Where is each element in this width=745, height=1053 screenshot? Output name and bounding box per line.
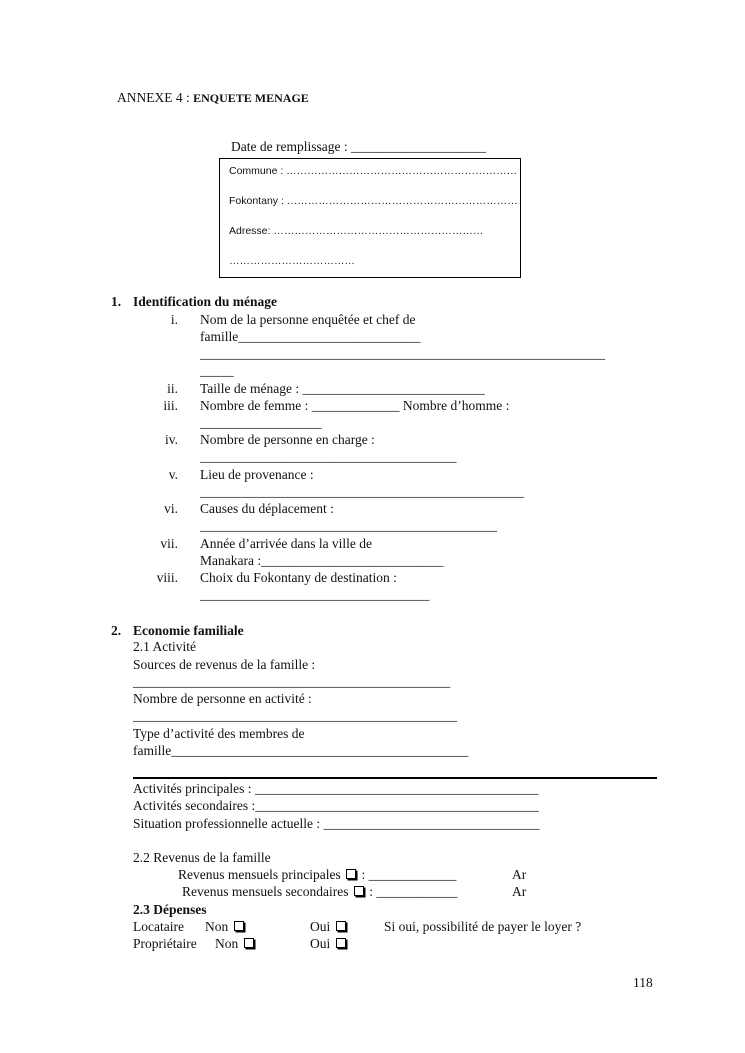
item-i-line2[interactable]: famille___________________________ <box>200 329 421 344</box>
item-ii-line1[interactable]: Taille de ménage : ___________________________ <box>200 381 485 396</box>
revenus-secondaires-label: Revenus mensuels secondaires <box>182 884 349 899</box>
locataire-non-label: Non <box>205 919 229 934</box>
situation-professionnelle-field[interactable]: Situation professionnelle actuelle : ________________________________ <box>133 816 540 831</box>
currency-secondaires: Ar <box>512 884 527 899</box>
item-i-line3[interactable]: ____________________________________________________________ <box>200 346 605 361</box>
item-v-number: v. <box>168 467 178 482</box>
item-viii-line2[interactable]: __________________________________ <box>200 587 430 602</box>
annex-heading <box>117 90 309 106</box>
annex-prefix: ANNEXE 4 : <box>117 90 194 105</box>
type-activite-label: Type d’activité des membres de <box>133 726 305 741</box>
item-vi-line2[interactable]: ____________________________________________ <box>200 518 497 533</box>
revenus-secondaires-checkbox[interactable] <box>354 886 364 896</box>
activite-heading: 2.1 Activité <box>133 639 196 654</box>
item-vi-line1: Causes du déplacement : <box>200 501 334 516</box>
item-v-line1: Lieu de provenance : <box>200 467 314 482</box>
revenus-secondaires-input[interactable]: : ____________ <box>369 884 458 899</box>
proprietaire-non-label: Non <box>215 936 239 951</box>
item-v-line2[interactable]: ________________________________________________ <box>200 484 524 499</box>
item-vi-number: vi. <box>164 501 178 516</box>
section1-title: Identification du ménage <box>133 294 278 309</box>
locataire-oui-option[interactable] <box>310 919 348 935</box>
locataire-non-checkbox[interactable] <box>234 921 244 931</box>
fokontany-field[interactable]: Fokontany : ………………………………………………………… <box>229 195 518 207</box>
proprietaire-oui-checkbox[interactable] <box>336 938 346 948</box>
activites-secondaires-field[interactable]: Activités secondaires :__________________________________________ <box>133 798 539 813</box>
page-number: 118 <box>633 975 653 990</box>
item-i-line1: Nom de la personne enquêtée et chef de <box>200 312 416 327</box>
item-iii-number: iii. <box>163 398 178 413</box>
item-vii-line1: Année d’arrivée dans la ville de <box>200 536 373 551</box>
item-i-number: i. <box>170 312 178 327</box>
item-vii-line2[interactable]: Manakara :___________________________ <box>200 553 444 568</box>
proprietaire-oui-option[interactable] <box>310 936 348 952</box>
locataire-non-option[interactable] <box>205 919 246 935</box>
revenus-heading: 2.2 Revenus de la famille <box>133 850 271 865</box>
divider-rule <box>133 777 657 779</box>
depenses-heading: 2.3 Dépenses <box>133 902 207 917</box>
item-ii-number: ii. <box>167 381 178 396</box>
item-viii-line1: Choix du Fokontany de destination : <box>200 570 397 585</box>
revenus-secondaires-row <box>182 884 457 900</box>
item-iv-number: iv. <box>165 432 178 447</box>
item-iii-line1[interactable]: Nombre de femme : _____________ Nombre d’homme : <box>200 398 510 413</box>
item-viii-number: viii. <box>156 570 178 585</box>
item-i-line4[interactable]: _____ <box>200 363 234 378</box>
currency-principales: Ar <box>512 867 527 882</box>
revenus-principales-label: Revenus mensuels principales <box>178 867 341 882</box>
nb-personne-input[interactable]: ________________________________________________ <box>133 708 457 723</box>
proprietaire-non-checkbox[interactable] <box>244 938 254 948</box>
locataire-label: Locataire <box>133 919 184 934</box>
adresse-continuation[interactable]: ……………………………… <box>229 255 355 267</box>
proprietaire-non-option[interactable] <box>215 936 256 952</box>
sources-label: Sources de revenus de la famille : <box>133 657 316 672</box>
revenus-principales-checkbox[interactable] <box>346 869 356 879</box>
section2-title: Economie familiale <box>133 623 244 638</box>
locataire-oui-checkbox[interactable] <box>336 921 346 931</box>
loyer-question: Si oui, possibilité de payer le loyer ? <box>384 919 582 934</box>
nb-personne-label: Nombre de personne en activité : <box>133 691 312 706</box>
activites-principales-field[interactable]: Activités principales : __________________________________________ <box>133 781 539 796</box>
proprietaire-label: Propriétaire <box>133 936 197 951</box>
location-box <box>219 158 521 278</box>
sources-input[interactable]: _______________________________________________ <box>133 674 451 689</box>
commune-field[interactable]: Commune : ………………………………………………………… <box>229 165 518 177</box>
revenus-principales-input[interactable]: : _____________ <box>361 867 457 882</box>
date-field[interactable]: Date de remplissage : ____________________ <box>231 139 486 154</box>
type-activite-input[interactable]: famille____________________________________________ <box>133 743 469 758</box>
proprietaire-oui-label: Oui <box>310 936 331 951</box>
item-iv-line1: Nombre de personne en charge : <box>200 432 375 447</box>
section2-number: 2. <box>111 623 122 638</box>
locataire-oui-label: Oui <box>310 919 331 934</box>
annex-title: ENQUETE MENAGE <box>193 91 309 105</box>
item-iv-line2[interactable]: ______________________________________ <box>200 449 457 464</box>
item-vii-number: vii. <box>160 536 178 551</box>
revenus-principales-row <box>178 867 456 883</box>
item-iii-line2[interactable]: __________________ <box>200 415 322 430</box>
adresse-field[interactable]: Adresse: …………………………………………………… <box>229 225 484 237</box>
section1-number: 1. <box>111 294 122 309</box>
